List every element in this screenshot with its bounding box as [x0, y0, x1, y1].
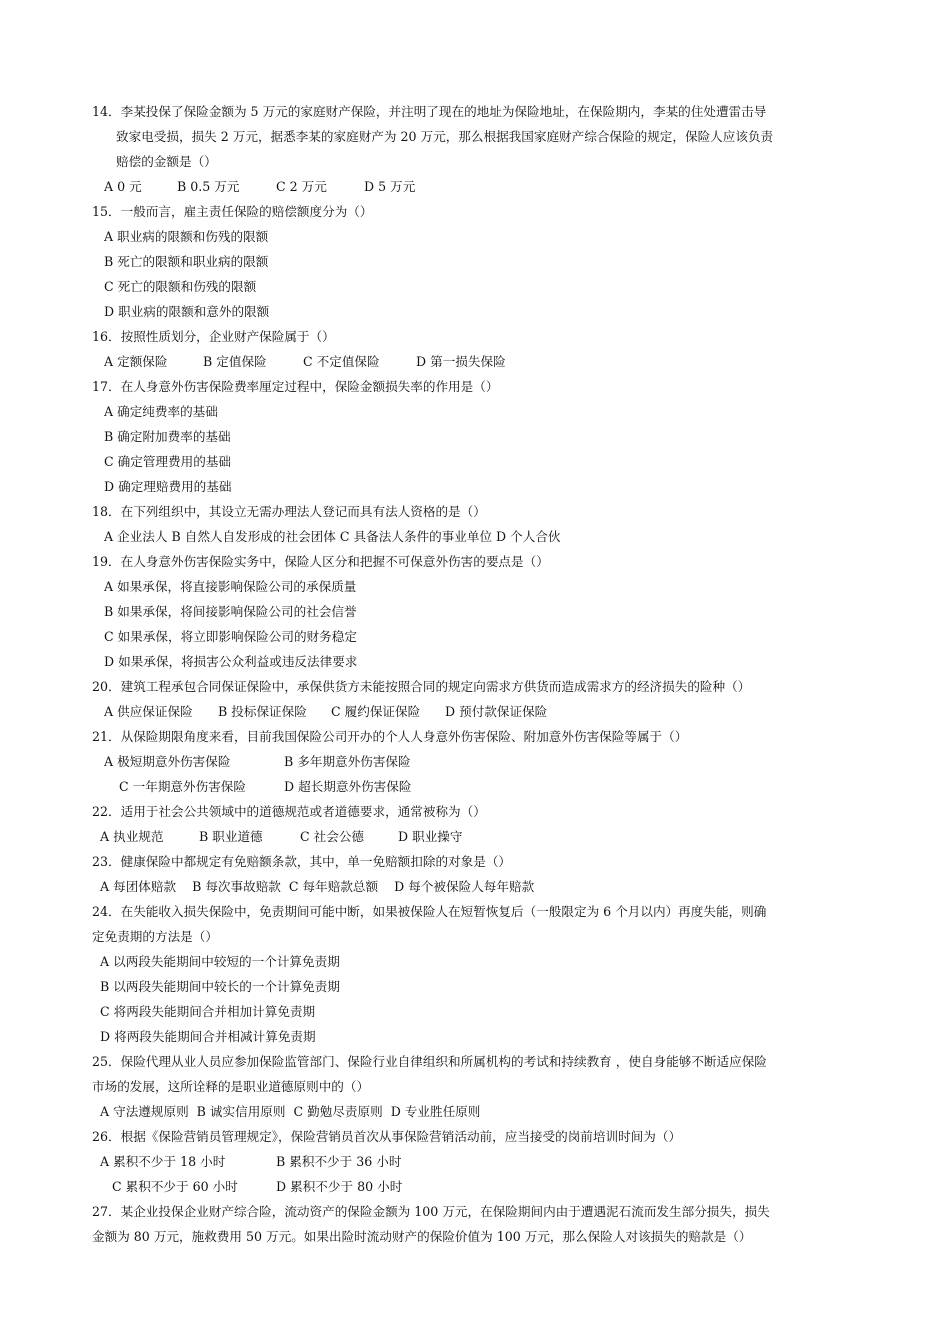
- q22-option-d: D 职业操守: [398, 829, 463, 844]
- q21-stem: 21．从保险期限角度来看，目前我国保险公司开办的个人人身意外伤害保险、附加意外伤害保险等属于（）: [92, 729, 688, 744]
- q22-stem: 22．适用于社会公共领域中的道德规范或者道德要求，通常被称为（）: [92, 804, 486, 819]
- q27-stem-line1: 27．某企业投保企业财产综合险，流动资产的保险金额为 100 万元，在保险期间内由于遭遇泥石流而发生部分损失，损失: [92, 1204, 770, 1219]
- q26-option-b: B 累积不少于 36 小时: [276, 1154, 402, 1169]
- q14-stem-line2: 致家电受损，损失 2 万元，据悉李某的家庭财产为 20 万元，那么根据我国家庭财产综合保险的规定，保险人应该负责: [116, 129, 774, 144]
- q20-option-b: B 投标保证保险: [218, 704, 307, 719]
- q15-option-c: C 死亡的限额和伤残的限额: [104, 279, 257, 294]
- q24-stem-line2: 定免责期的方法是（）: [92, 929, 218, 944]
- q19-stem: 19．在人身意外伤害保险实务中，保险人区分和把握不可保意外伤害的要点是（）: [92, 554, 549, 569]
- q16-option-c: C 不定值保险: [303, 354, 380, 369]
- q14-option-c: C 2 万元: [276, 179, 327, 194]
- q20-stem: 20．建筑工程承包合同保证保险中，承保供货方未能按照合同的规定向需求方供货而造成需求方的经济损失的险种（）: [92, 679, 751, 694]
- q17-option-c: C 确定管理费用的基础: [104, 454, 231, 469]
- q24-stem-line1: 24．在失能收入损失保险中，免责期间可能中断，如果被保险人在短暂恢复后（一般限定为 6 个月以内）再度失能，则确: [92, 904, 767, 919]
- q26-option-c: C 累积不少于 60 小时: [112, 1179, 238, 1194]
- q21-option-a: A 极短期意外伤害保险: [104, 754, 231, 769]
- q25-stem-line1: 25．保险代理从业人员应参加保险监管部门、保险行业自律组织和所属机构的考试和持续教育 ，使自身能够不断适应保险: [92, 1054, 767, 1069]
- q26-option-d: D 累积不少于 80 小时: [276, 1179, 403, 1194]
- q21-option-b: B 多年期意外伤害保险: [284, 754, 411, 769]
- q20-option-d: D 预付款保证保险: [445, 704, 548, 719]
- q19-option-c: C 如果承保，将立即影响保险公司的财务稳定: [104, 629, 357, 644]
- q23-stem: 23．健康保险中都规定有免赔额条款，其中，单一免赔额扣除的对象是（）: [92, 854, 512, 869]
- q16-stem: 16．按照性质划分，企业财产保险属于（）: [92, 329, 335, 344]
- q16-option-d: D 第一损失保险: [416, 354, 506, 369]
- q20-option-c: C 履约保证保险: [331, 704, 421, 719]
- q18-stem: 18．在下列组织中，其设立无需办理法人登记而具有法人资格的是（）: [92, 504, 486, 519]
- q17-stem: 17．在人身意外伤害保险费率厘定过程中，保险金额损失率的作用是（）: [92, 379, 499, 394]
- q24-option-d: D 将两段失能期间合并相减计算免责期: [100, 1029, 316, 1044]
- q17-option-d: D 确定理赔费用的基础: [104, 479, 232, 494]
- q14-stem-line3: 赔偿的金额是（）: [116, 154, 217, 169]
- q14-option-b: B 0.5 万元: [177, 179, 240, 194]
- q22-option-c: C 社会公德: [300, 829, 365, 844]
- q19-option-d: D 如果承保，将损害公众利益或违反法律要求: [104, 654, 358, 669]
- q27-stem-line2: 金额为 80 万元，施救费用 50 万元。如果出险时流动财产的保险价值为 100 万元，那么保险人对该损失的赔款是（）: [92, 1229, 752, 1244]
- q15-option-d: D 职业病的限额和意外的限额: [104, 304, 270, 319]
- q19-option-b: B 如果承保，将间接影响保险公司的社会信誉: [104, 604, 357, 619]
- q21-option-d: D 超长期意外伤害保险: [284, 779, 412, 794]
- q15-option-a: A 职业病的限额和伤残的限额: [104, 229, 269, 244]
- q22-option-a: A 执业规范: [100, 829, 164, 844]
- q24-option-b: B 以两段失能期间中较长的一个计算免责期: [100, 979, 340, 994]
- q17-option-b: B 确定附加费率的基础: [104, 429, 231, 444]
- q25-options: A 守法遵规原则 B 诚实信用原则 C 勤勉尽责原则 D 专业胜任原则: [100, 1104, 481, 1119]
- q15-option-b: B 死亡的限额和职业病的限额: [104, 254, 269, 269]
- q17-option-a: A 确定纯费率的基础: [104, 404, 218, 419]
- q26-option-a: A 累积不少于 18 小时: [100, 1154, 226, 1169]
- q21-option-c: C 一年期意外伤害保险: [119, 779, 246, 794]
- q26-stem: 26．根据《保险营销员管理规定》，保险营销员首次从事保险营销活动前，应当接受的岗前培训时间为（）: [92, 1129, 682, 1144]
- q16-option-a: A 定额保险: [104, 354, 168, 369]
- q24-option-a: A 以两段失能期间中较短的一个计算免责期: [100, 954, 340, 969]
- q14-option-d: D 5 万元: [364, 179, 416, 194]
- q16-option-b: B 定值保险: [203, 354, 267, 369]
- q18-options: A 企业法人 B 自然人自发形成的社会团体 C 具备法人条件的事业单位 D 个人合伙: [104, 529, 561, 544]
- q23-options: A 每团体赔款 B 每次事故赔款 C 每年赔款总额 D 每个被保险人每年赔款: [100, 879, 535, 894]
- q20-option-a: A 供应保证保险: [104, 704, 193, 719]
- q19-option-a: A 如果承保，将直接影响保险公司的承保质量: [104, 579, 357, 594]
- q15-stem: 15．一般而言，雇主责任保险的赔偿额度分为（）: [92, 204, 373, 219]
- q14-option-a: A 0 元: [104, 179, 142, 194]
- q14-stem-line1: 14．李某投保了保险金额为 5 万元的家庭财产保险，并注明了现在的地址为保险地址，在保险期内，李某的住处遭雷击导: [92, 104, 767, 119]
- q24-option-c: C 将两段失能期间合并相加计算免责期: [100, 1004, 316, 1019]
- q22-option-b: B 职业道德: [199, 829, 263, 844]
- q25-stem-line2: 市场的发展，这所诠释的是职业道德原则中的（）: [92, 1079, 370, 1094]
